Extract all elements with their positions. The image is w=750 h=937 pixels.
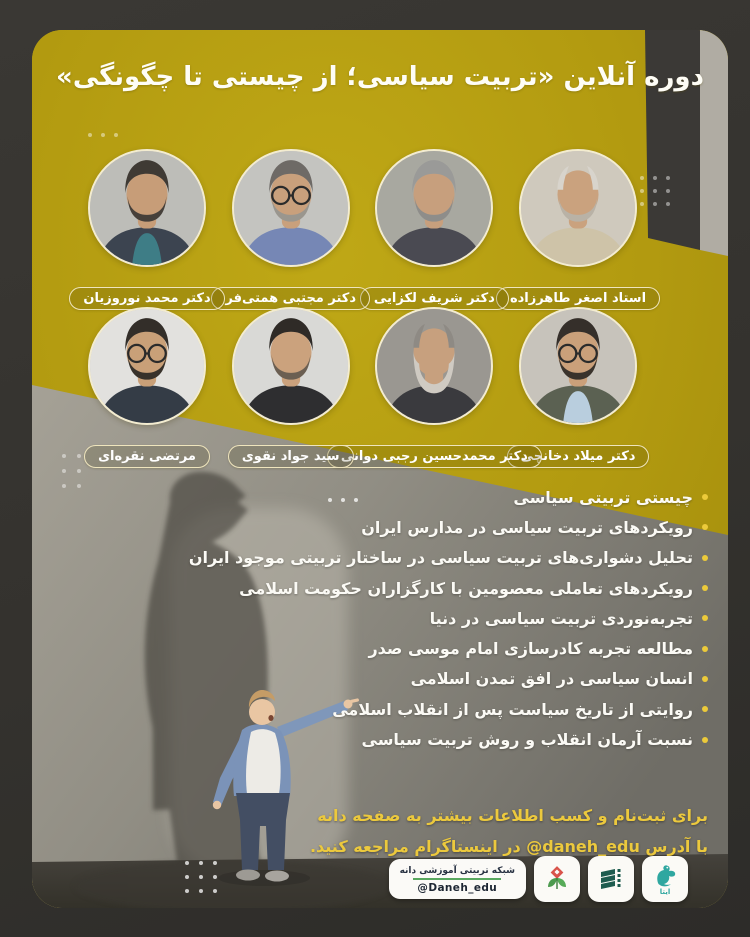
- decoration-dots-top-left: [88, 133, 118, 137]
- topic-item: [189, 633, 708, 663]
- topic-item: [189, 664, 708, 694]
- speaker-photo: [232, 149, 350, 267]
- topic-text: چیستی تربیتی سیاسی: [513, 487, 693, 507]
- network-divider: [413, 878, 501, 880]
- speaker-photo: [232, 307, 350, 425]
- speakers-row-2: [77, 307, 648, 468]
- speaker-name-pill: [228, 445, 354, 468]
- topic-bullet-icon: [702, 737, 708, 743]
- topic-bullet-icon: [702, 706, 708, 712]
- speaker-photo: [88, 149, 206, 267]
- speaker-name: مرتضی نقره‌ای: [98, 449, 196, 464]
- cta-text: [310, 800, 708, 862]
- speaker-card: [340, 307, 528, 468]
- speaker-card: [364, 149, 504, 310]
- topic-bullet-icon: [702, 555, 708, 561]
- topic-text: روایتی از تاریخ سیاست پس از انقلاب اسلامی: [332, 699, 693, 719]
- network-name: شبکه تربیتی آموزشی دانه: [399, 865, 515, 876]
- topic-bullet-icon: [702, 524, 708, 530]
- topic-text: رویکردهای تعاملی معصومین با کارگزاران حکومت اسلامی: [239, 578, 693, 598]
- topic-text: تحلیل دشواری‌های تربیت سیاسی در ساختار تربیتی موجود ایران: [188, 548, 693, 568]
- topic-text: تجربه‌نوردی تربیت سیاسی در دنیا: [429, 608, 693, 628]
- cta-line-1: برای ثبت‌نام و کسب اطلاعات بیشتر به صفحه دانه: [317, 806, 708, 825]
- daneh-seed-icon: [543, 865, 571, 893]
- speakers-row-1: [77, 149, 648, 310]
- daneh-logo: [534, 856, 580, 902]
- speaker-name: دکتر محمد نوروزیان: [83, 291, 211, 306]
- eitaa-logo: [642, 856, 688, 902]
- topics-list: [189, 482, 708, 755]
- network-handle: @Daneh_edu: [417, 881, 498, 894]
- speaker-name: دکتر میلاد دخانچی: [520, 449, 636, 464]
- topic-item: [189, 573, 708, 603]
- topic-bullet-icon: [702, 676, 708, 682]
- cta-line-2-suffix: در اینستاگرام مراجعه کنید.: [309, 837, 521, 856]
- course-poster-card: [32, 30, 728, 908]
- topic-text: مطالعه تجربه کادرسازی امام موسی صدر: [368, 639, 693, 659]
- speaker-name: استاد اصغر طاهرزاده: [509, 291, 647, 306]
- topic-item: [189, 512, 708, 542]
- decoration-dots-top-right: [640, 176, 670, 206]
- speaker-card: [77, 307, 217, 468]
- speaker-card: [508, 149, 648, 310]
- speaker-photo: [375, 149, 493, 267]
- speaker-photo: [519, 149, 637, 267]
- speaker-photo: [88, 307, 206, 425]
- speaker-name: سید جواد نقوی: [241, 449, 340, 464]
- decoration-dots-left: [62, 454, 81, 488]
- topic-item: [189, 694, 708, 724]
- topic-item: [189, 724, 708, 754]
- topic-bullet-icon: [702, 646, 708, 652]
- decoration-dots-bottom-left: [185, 861, 217, 893]
- speaker-card: [77, 149, 217, 310]
- speaker-card: [221, 149, 361, 310]
- topic-text: نسبت آرمان انقلاب و روش تربیت سیاسی: [361, 730, 693, 750]
- cta-line-2-prefix: با آدرس: [645, 837, 708, 856]
- eitaa-label: ایتا: [659, 887, 671, 896]
- topic-item: [189, 603, 708, 633]
- topic-bullet-icon: [702, 615, 708, 621]
- footer-badges: [389, 856, 688, 902]
- decoration-dots-middle: [328, 498, 358, 502]
- network-badge: [389, 859, 526, 899]
- speaker-card: [508, 307, 648, 468]
- eitaa-bird-icon: [652, 863, 678, 889]
- topic-bullet-icon: [702, 494, 708, 500]
- topic-item: [189, 543, 708, 573]
- publisher-books-icon: [597, 865, 625, 893]
- instagram-handle: @daneh_edu: [526, 837, 640, 856]
- speaker-name: دکتر محمدحسین رجبی دوانی: [340, 449, 528, 464]
- speaker-photo: [519, 307, 637, 425]
- speaker-name-pill: [84, 445, 210, 468]
- speaker-name: دکتر مجتبی همتی‌فر: [225, 291, 357, 306]
- topic-text: رویکردهای تربیت سیاسی در مدارس ایران: [361, 517, 693, 537]
- speaker-photo: [375, 307, 493, 425]
- publisher-logo: [588, 856, 634, 902]
- speaker-name: دکتر شریف لکزایی: [373, 291, 495, 306]
- course-title: دوره آنلاین «تربیت سیاسی؛ از چیستی تا چگونگی»: [56, 62, 704, 92]
- topic-text: انسان سیاسی در افق تمدن اسلامی: [410, 669, 693, 689]
- speaker-card: [221, 307, 361, 468]
- topic-bullet-icon: [702, 585, 708, 591]
- topic-item: [189, 482, 708, 512]
